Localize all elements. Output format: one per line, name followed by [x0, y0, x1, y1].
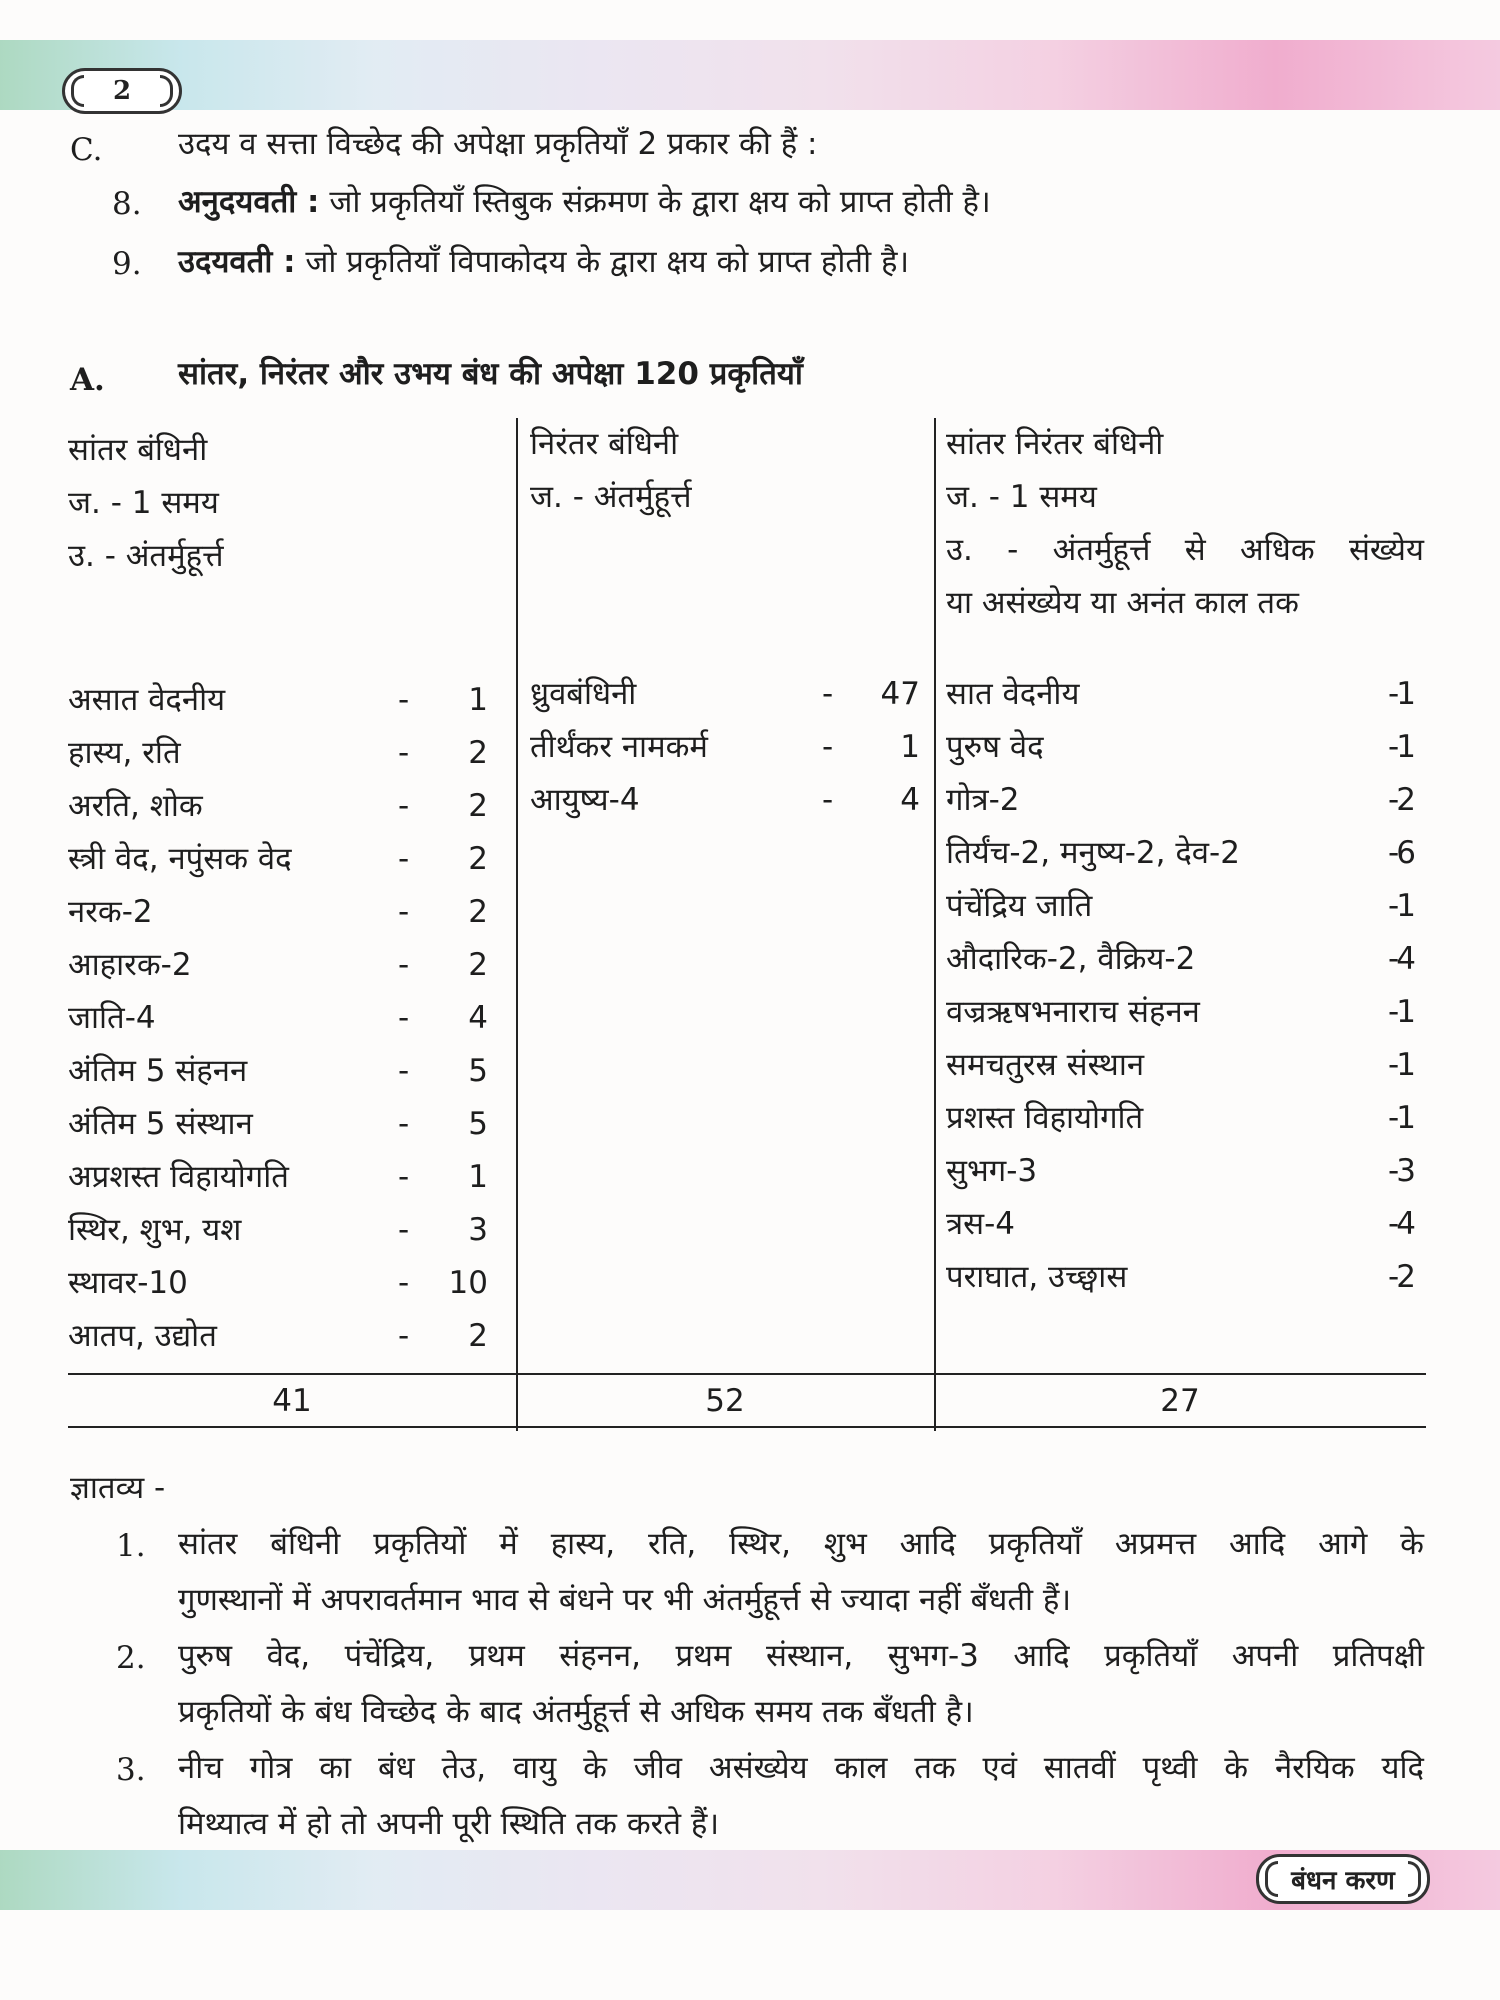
footer-chapter-badge: बंधन करण — [1256, 1854, 1430, 1904]
col3-header-title: सांतर निरंतर बंधिनी — [946, 426, 1164, 462]
item-9-number: 9. — [112, 246, 142, 282]
col1-row: असात वेदनीय - 1 — [68, 682, 488, 718]
col1-row: स्थावर-10 - 10 — [68, 1265, 488, 1301]
col1-row: आतप, उद्योत - 2 — [68, 1318, 488, 1354]
col1-row: नरक-2 - 2 — [68, 894, 488, 930]
note-3-line-2: मिथ्यात्व में हो तो अपनी पूरी स्थिति तक करते हैं। — [178, 1806, 720, 1842]
col1-header-jaghanya: ज. - 1 समय — [68, 485, 219, 521]
col3-header-jaghanya: ज. - 1 समय — [946, 479, 1097, 515]
col3-row: सात वेदनीय - 1 — [946, 676, 1416, 712]
column-divider-2 — [934, 418, 936, 1431]
note-2-number: 2. — [116, 1640, 146, 1676]
col1-row: अंतिम 5 संहनन - 5 — [68, 1053, 488, 1089]
notes-heading: ज्ञातव्य - — [70, 1470, 166, 1506]
col2-header-title: निरंतर बंधिनी — [530, 426, 679, 462]
col2-row: ध्रुवबंधिनी - 47 — [530, 676, 920, 712]
col3-header-utkrisht: उ. - अंतर्मुहूर्त्त से अधिक संख्येय — [946, 532, 1424, 568]
col3-row: वज्रऋषभनाराच संहनन - 1 — [946, 994, 1416, 1030]
col1-row: जाति-4 - 4 — [68, 1000, 488, 1036]
col2-row: तीर्थंकर नामकर्म - 1 — [530, 729, 920, 765]
item-9-term: उदयवती : — [178, 244, 296, 280]
note-1-line-1: सांतर बंधिनी प्रकृतियों में हास्य, रति, स्थिर, शुभ आदि प्रकृतियाँ अप्रमत्त आदि आगे के — [178, 1526, 1424, 1562]
item-9 — [178, 240, 909, 284]
col2-total: 52 — [705, 1383, 745, 1419]
col3-row: समचतुरस्र संस्थान - 1 — [946, 1047, 1416, 1083]
note-1-number: 1. — [116, 1528, 146, 1564]
col1-row: अरति, शोक - 2 — [68, 788, 488, 824]
item-8 — [178, 180, 991, 224]
col1-row: स्त्री वेद, नपुंसक वेद - 2 — [68, 841, 488, 877]
col1-header-utkrisht: उ. - अंतर्मुहूर्त्त — [68, 538, 224, 574]
section-c-intro: उदय व सत्ता विच्छेद की अपेक्षा प्रकृतियाँ 2 प्रकार की हैं : — [178, 126, 818, 162]
item-9-text: जो प्रकृतियाँ विपाकोदय के द्वारा क्षय को प्राप्त होती है। — [295, 244, 910, 280]
section-a-label: A. — [70, 362, 105, 398]
col1-row: आहारक-2 - 2 — [68, 947, 488, 983]
col3-row: सुभग-3 - 3 — [946, 1153, 1416, 1189]
col1-row: स्थिर, शुभ, यश - 3 — [68, 1212, 488, 1248]
col2-row: आयुष्य-4 - 4 — [530, 782, 920, 818]
col1-row: हास्य, रति - 2 — [68, 735, 488, 771]
col3-total: 27 — [1160, 1383, 1200, 1419]
header-band — [0, 40, 1500, 110]
col3-row: तिर्यंच-2, मनुष्य-2, देव-2 - 6 — [946, 835, 1416, 871]
col3-row: औदारिक-2, वैक्रिय-2 - 4 — [946, 941, 1416, 977]
total-line-top — [68, 1373, 1426, 1375]
col3-row: गोत्र-2 - 2 — [946, 782, 1416, 818]
col3-row: त्रस-4 - 4 — [946, 1206, 1416, 1242]
total-line-bottom — [68, 1426, 1426, 1428]
page-number-badge: 2 — [62, 68, 182, 114]
col1-row: अंतिम 5 संस्थान - 5 — [68, 1106, 488, 1142]
col3-row: पंचेंद्रिय जाति - 1 — [946, 888, 1416, 924]
item-8-number: 8. — [112, 186, 142, 222]
column-divider-1 — [516, 418, 518, 1431]
col2-header-jaghanya: ज. - अंतर्मुहूर्त्त — [530, 479, 692, 515]
col1-header-title: सांतर बंधिनी — [68, 432, 208, 468]
col1-row: अप्रशस्त विहायोगति - 1 — [68, 1159, 488, 1195]
note-1-line-2: गुणस्थानों में अपरावर्तमान भाव से बंधने पर भी अंतर्मुहूर्त्त से ज्यादा नहीं बँधती हैं। — [178, 1582, 1072, 1618]
col3-header-utkrisht-cont: या असंख्येय या अनंत काल तक — [946, 585, 1299, 621]
col3-row: प्रशस्त विहायोगति - 1 — [946, 1100, 1416, 1136]
col3-row: पराघात, उच्छ्वास - 2 — [946, 1259, 1416, 1295]
item-8-text: जो प्रकृतियाँ स्तिबुक संक्रमण के द्वारा क्षय को प्राप्त होती है। — [319, 184, 991, 220]
note-3-number: 3. — [116, 1752, 146, 1788]
note-3-line-1: नीच गोत्र का बंध तेउ, वायु के जीव असंख्येय काल तक एवं सातवीं पृथ्वी के नैरयिक यदि — [178, 1750, 1424, 1786]
prakriti-table — [68, 418, 1426, 1431]
note-2-line-2: प्रकृतियों के बंध विच्छेद के बाद अंतर्मुहूर्त्त से अधिक समय तक बँधती है। — [178, 1694, 974, 1730]
item-8-term: अनुदयवती : — [178, 184, 320, 220]
section-a-title: सांतर, निरंतर और उभय बंध की अपेक्षा 120 प्रकृतियाँ — [178, 356, 803, 392]
section-c-label: C. — [70, 132, 103, 168]
col1-total: 41 — [272, 1383, 312, 1419]
note-2-line-1: पुरुष वेद, पंचेंद्रिय, प्रथम संहनन, प्रथम संस्थान, सुभग-3 आदि प्रकृतियाँ अपनी प्रतिपक्षी — [178, 1638, 1424, 1674]
col3-row: पुरुष वेद - 1 — [946, 729, 1416, 765]
